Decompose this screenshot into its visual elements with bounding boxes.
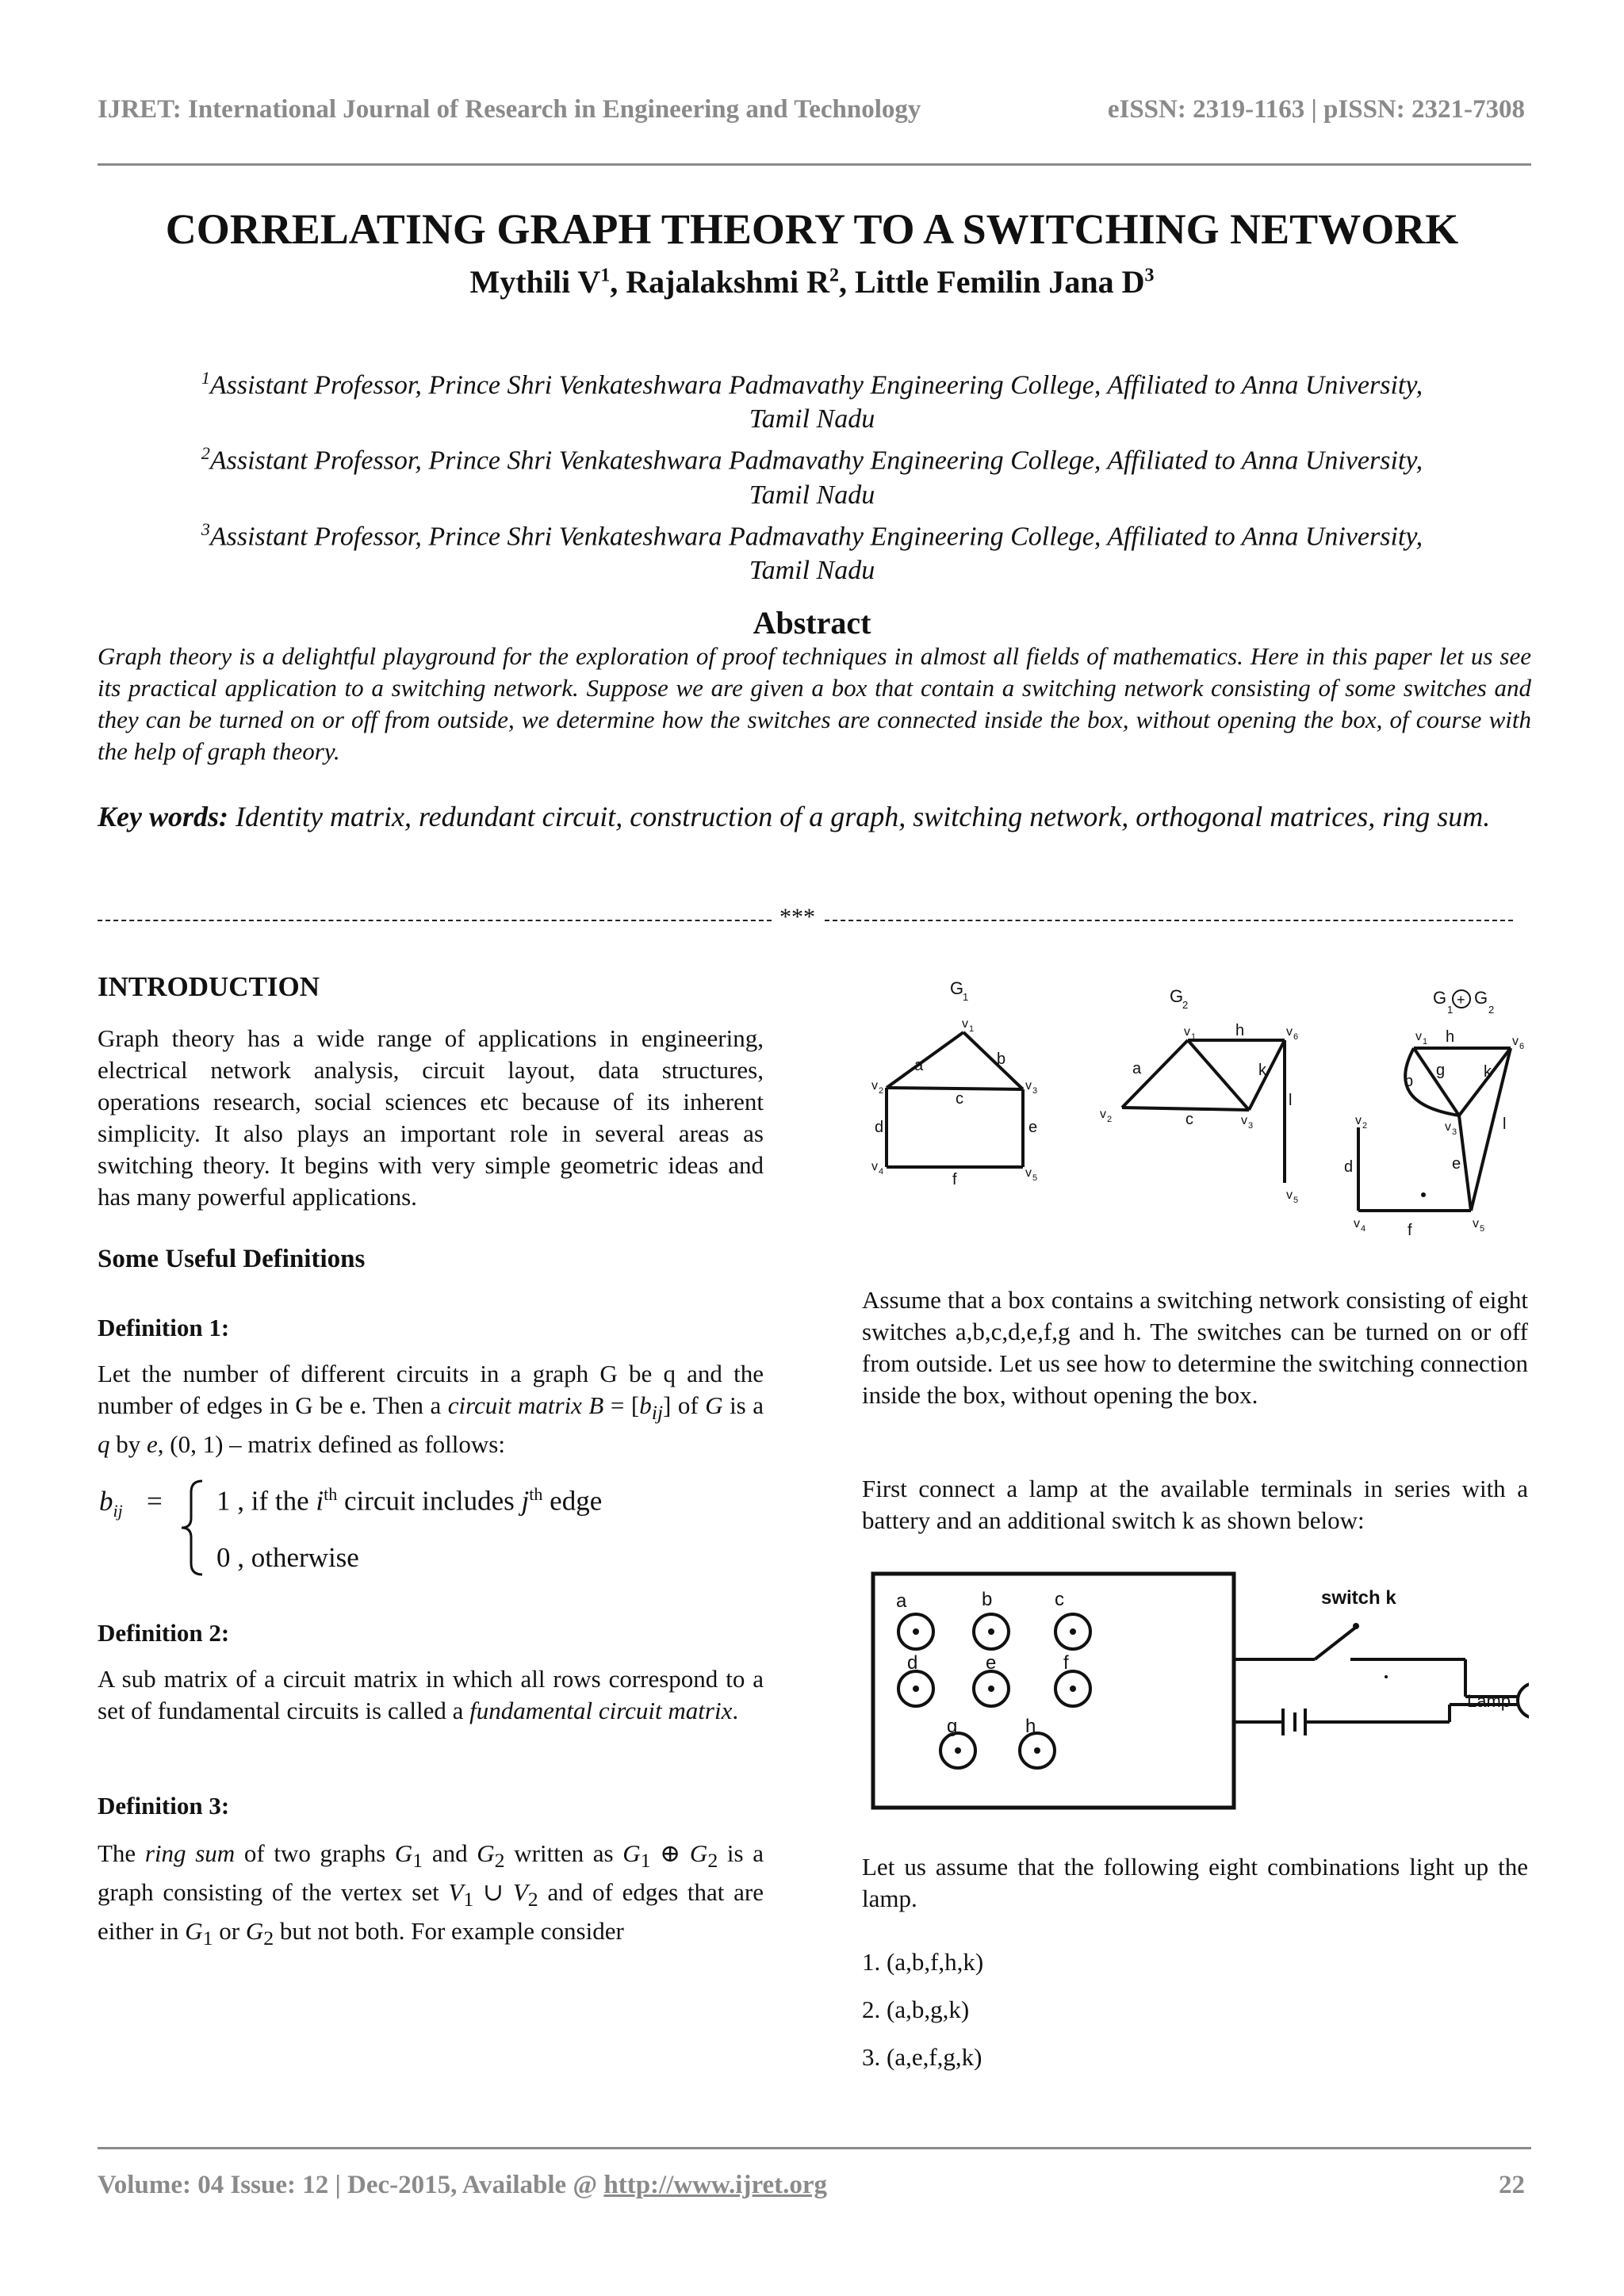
terminal-labels (896, 1589, 1069, 1737)
keywords (98, 791, 1531, 843)
g1-v1-sub: 1 (969, 1024, 975, 1034)
def3-sub: 2 (263, 1927, 274, 1950)
affiliation-sup: 3 (201, 519, 210, 539)
g2-v1: v (1184, 1025, 1190, 1039)
footer-volume: Volume: 04 Issue: 12 | Dec-2015, Available @ (98, 2171, 604, 2199)
affiliation-sup: 2 (201, 443, 210, 464)
terminal-label-g: g (947, 1716, 958, 1737)
g1-sub: 1 (963, 991, 969, 1003)
g3-label-b: b (1404, 1073, 1414, 1090)
affiliation-sup: 1 (201, 368, 210, 388)
def3-part: written as (504, 1839, 623, 1867)
terminal-dot (913, 1628, 919, 1635)
def1-var: e (147, 1430, 158, 1459)
g2-label-c: c (1185, 1111, 1193, 1128)
g3-edge-e (1459, 1115, 1471, 1211)
author-sep: , (839, 264, 855, 300)
affiliations (111, 361, 1513, 587)
switch-box (873, 1574, 1234, 1808)
terminal-dot (913, 1686, 919, 1692)
affiliation-line: Assistant Professor, Prince Shri Venkateshwara Padmavathy Engineering College, Affiliated to Anna University, (209, 370, 1423, 400)
combo-3: 3. (a,e,f,g,k) (862, 2043, 982, 2071)
terminals (898, 1614, 1090, 1768)
def1-var: q (98, 1430, 110, 1459)
g3-label-d: d (1344, 1158, 1354, 1176)
case1-text: circuit includes (337, 1485, 522, 1517)
g1-v3: v (1025, 1079, 1032, 1093)
def3-var: G (477, 1839, 495, 1867)
g2-label-l: l (1289, 1092, 1293, 1109)
author-sup: 3 (1144, 265, 1155, 286)
formula-brace (177, 1475, 209, 1582)
author-sup: 1 (600, 265, 611, 286)
def3-var: G (622, 1839, 641, 1867)
def2-term: fundamental circuit matrix (469, 1697, 733, 1724)
def3-var: V (512, 1878, 528, 1907)
separator-stars: *** (779, 904, 815, 930)
author-sep: , (610, 264, 626, 300)
g3-v1-sub: 1 (1423, 1037, 1428, 1047)
def3-var: G (245, 1917, 264, 1946)
case1-j: j (521, 1485, 530, 1517)
g1-edge-c (887, 1088, 1023, 1089)
case1-text: edge (542, 1485, 603, 1517)
g3-label-f: f (1408, 1222, 1412, 1239)
def1-part: ] of (663, 1391, 706, 1419)
def3-part: of two graphs (235, 1839, 395, 1867)
def3-part: is a graph consisting of the vertex set (98, 1839, 764, 1907)
g1-title: G (950, 978, 964, 998)
keywords-label: Key words: (98, 801, 228, 832)
def3-part: and (423, 1839, 477, 1867)
g1-v2: v (871, 1079, 878, 1093)
formula-case1 (216, 1484, 602, 1517)
g3-label-k: k (1484, 1063, 1492, 1081)
g1-v5-sub: 5 (1032, 1173, 1038, 1183)
formula-eq: = (147, 1486, 163, 1517)
terminal-dot (1034, 1747, 1040, 1754)
def3-cup: ∪ (483, 1878, 504, 1907)
ring-sum-graphs-figure (868, 969, 1530, 1251)
def2-heading: Definition 2: (98, 1619, 230, 1647)
g2-v1-sub: 1 (1191, 1032, 1197, 1042)
running-header (98, 95, 1525, 124)
def1-part: by (109, 1430, 147, 1459)
g3-v4: v (1354, 1217, 1360, 1230)
def3-sub: 2 (494, 1849, 505, 1873)
terminal-label-h: h (1025, 1716, 1036, 1737)
g3-label-e: e (1452, 1155, 1461, 1173)
def1-term: circuit matrix B (447, 1391, 604, 1419)
switch-k-blade (1315, 1625, 1358, 1659)
def1-part: , (0, 1) – matrix defined as follows: (157, 1430, 505, 1459)
brace-path (182, 1481, 202, 1575)
def3-sub: 1 (640, 1849, 651, 1873)
g1-v4: v (871, 1160, 878, 1173)
col2-para2: First connect a lamp at the available terminals in series with a battery and an additional switch k as shown below: (862, 1475, 1528, 1534)
g1-v5: v (1025, 1166, 1032, 1180)
col2-para3: Let us assume that the following eight combinations light up the lamp. (862, 1853, 1528, 1912)
g3-v2-sub: 2 (1362, 1121, 1368, 1131)
def1-var: G (705, 1391, 723, 1419)
g3-title-b: G (1474, 988, 1488, 1008)
terminal-label-f: f (1063, 1652, 1069, 1674)
g1-label-d: d (875, 1119, 884, 1136)
combo-1: 1. (a,b,f,h,k) (862, 1948, 984, 1976)
switching-box-circuit-figure (871, 1566, 1529, 1812)
formula-case2: 0 , otherwise (216, 1542, 359, 1573)
author-sup: 2 (829, 265, 839, 286)
case1-sup: th (529, 1484, 543, 1504)
g1-v4-sub: 4 (879, 1167, 884, 1177)
g2-v3-sub: 3 (1248, 1121, 1254, 1131)
g3-v6-sub: 6 (1519, 1042, 1525, 1051)
circuit-wires (1234, 1625, 1529, 1735)
g1-edge-a (887, 1032, 963, 1088)
header-rule (98, 163, 1531, 166)
author: Rajalakshmi R (626, 264, 829, 300)
def1-part: Let the number of different circuits in a graph G be q and the number of edges in G be e. Then a (98, 1360, 764, 1419)
terminal-dot (988, 1686, 994, 1692)
formula-sub: ij (113, 1501, 123, 1521)
g2-title: G (1170, 986, 1184, 1006)
def3-oplus: ⊕ (660, 1839, 681, 1867)
def1-part: = [ (603, 1391, 640, 1419)
def3-part: or (213, 1917, 246, 1946)
def3-sub: 1 (202, 1927, 213, 1950)
paper-title: CORRELATING GRAPH THEORY TO A SWITCHING NETWORK (165, 205, 1459, 253)
g2-v5: v (1286, 1188, 1293, 1202)
terminal-dot (1070, 1686, 1076, 1692)
case1-sup: th (324, 1484, 338, 1504)
g2-label-h: h (1235, 1022, 1245, 1039)
def3-var: G (689, 1839, 708, 1867)
def3-var: G (185, 1917, 203, 1946)
g3-title-a: G (1433, 988, 1447, 1008)
terminal-label-a: a (896, 1590, 907, 1612)
terminal-label-e: e (986, 1652, 997, 1674)
issn: eISSN: 2319-1163 | pISSN: 2321-7308 (1107, 95, 1525, 124)
g2-v6: v (1286, 1025, 1293, 1039)
g3-v5: v (1473, 1217, 1479, 1230)
combo-2: 2. (a,b,g,k) (862, 1996, 970, 2023)
page-number: 22 (1499, 2171, 1525, 2199)
affiliation-line: Tamil Nadu (749, 555, 875, 585)
intro-heading: INTRODUCTION (98, 971, 320, 1002)
def2-part: A sub matrix of a circuit matrix in which all rows correspond to a set of fundamental circuits is called a (98, 1665, 764, 1724)
g3-v5-sub: 5 (1480, 1224, 1485, 1234)
abstract-heading: Abstract (753, 605, 871, 641)
def3-sub: 1 (463, 1888, 474, 1911)
lamp-bulb (1518, 1683, 1529, 1718)
g1-v2-sub: 2 (879, 1086, 884, 1096)
affiliation-line: Assistant Professor, Prince Shri Venkateshwara Padmavathy Engineering College, Affiliated to Anna University, (209, 446, 1423, 476)
switch-k-pivot (1353, 1623, 1359, 1629)
def1-heading: Definition 1: (98, 1314, 230, 1341)
col2-para1: Assume that a box contains a switching network consisting of eight switches a,b,c,d,e,f,g and h. The switches can be turned on or off from outside. Let us see how to determine the switching connection inside the box, without opening the box. (862, 1286, 1528, 1409)
separator-dash-right (825, 920, 1513, 921)
formula-lhs (99, 1486, 123, 1521)
affiliation-line: Tamil Nadu (749, 480, 875, 510)
circuit-dot (1385, 1675, 1388, 1678)
lamp-label: Lamp (1467, 1691, 1511, 1711)
circuit-matrix-formula (98, 1475, 732, 1586)
g3-v6: v (1512, 1035, 1519, 1048)
g3-v3: v (1445, 1120, 1451, 1134)
def3-term: ring sum (144, 1839, 236, 1867)
g1-v3-sub: 3 (1032, 1086, 1038, 1096)
keywords-text: Identity matrix, redundant circuit, construction of a graph, switching network, orthogonal matrices, ring sum. (228, 801, 1491, 832)
g1-v1: v (962, 1017, 968, 1031)
g1-label-e: e (1028, 1119, 1038, 1136)
affiliation (111, 361, 1513, 436)
g3-oplus: + (1457, 992, 1465, 1008)
g3-v4-sub: 4 (1361, 1224, 1366, 1234)
g3-label-h: h (1446, 1028, 1455, 1046)
def1-sub: ij (651, 1401, 664, 1425)
abstract-text: Graph theory is a delightful playground for the exploration of proof techniques in almost all fields of mathematics. Here in this paper let us see its practical application to a switching network. Suppose we are given a box that contain a switching network consisting of some switches and they can be turned on or off from outside, we determine how the switches are connected inside the box, without opening the box, of course with the help of graph theory. (98, 642, 1531, 765)
g1-label-f: f (952, 1171, 957, 1188)
g2-v5-sub: 5 (1293, 1196, 1299, 1205)
terminal-dot (988, 1628, 994, 1635)
g2-v3: v (1241, 1114, 1247, 1127)
def2-part: . (732, 1697, 739, 1724)
footer-link[interactable]: http://www.ijret.org (603, 2171, 828, 2199)
author: Mythili V (469, 264, 601, 300)
terminal-dot (1070, 1628, 1076, 1635)
g1-label-c: c (956, 1090, 963, 1108)
g2-v2-sub: 2 (1107, 1115, 1113, 1124)
terminal-dot (955, 1747, 961, 1754)
case1-text: 1 , if the (216, 1485, 316, 1517)
g1-edge-b (963, 1032, 1023, 1089)
def3-sub: 2 (527, 1888, 538, 1911)
def3-var: G (394, 1839, 413, 1867)
intro-text: Graph theory has a wide range of applications in engineering, electrical network analysis, circuit layout, data structures, operations research, social sciences etc because of its inherent simplicity. It also plays an important role in several areas as switching theory. It begins with very simple geometric ideas and has many powerful applications. (98, 1024, 764, 1211)
footer-rule (98, 2147, 1531, 2149)
running-footer (98, 2171, 1525, 2200)
def3-var: V (448, 1878, 464, 1907)
g1-label-a: a (914, 1057, 924, 1074)
g2-sub: 2 (1182, 999, 1189, 1011)
g1-label-b: b (997, 1050, 1006, 1068)
affiliation (111, 512, 1513, 587)
g2-v2: v (1100, 1108, 1106, 1121)
def3-heading: Definition 3: (98, 1792, 230, 1820)
def3-text (98, 1838, 764, 1955)
g3-stray-dot (1421, 1192, 1426, 1197)
def3-sub: 1 (412, 1849, 423, 1873)
def2-text (98, 1663, 764, 1727)
author: Little Femilin Jana D (855, 264, 1145, 300)
graph-labels (871, 978, 1524, 1239)
affiliation (111, 436, 1513, 511)
g2-edge-k (1249, 1040, 1285, 1110)
def3-part: but not both. For example consider (274, 1917, 624, 1946)
g2-label-k: k (1258, 1062, 1266, 1079)
case1-i: i (316, 1485, 324, 1517)
g3-v1: v (1415, 1030, 1422, 1043)
g3-edge-g (1414, 1048, 1459, 1115)
definitions-heading: Some Useful Definitions (98, 1245, 366, 1273)
def1-text (98, 1358, 764, 1460)
affiliation-line: Tamil Nadu (749, 404, 875, 434)
switch-k-label: switch k (1321, 1587, 1396, 1609)
separator-dash-left (98, 920, 772, 921)
g2-v6-sub: 6 (1293, 1032, 1299, 1042)
def3-sub: 2 (707, 1849, 718, 1873)
def1-var: b (639, 1391, 652, 1419)
g2-edge-c (1122, 1108, 1249, 1110)
terminal-label-c: c (1055, 1589, 1064, 1610)
terminal-label-d: d (907, 1652, 918, 1674)
g3-v2: v (1355, 1114, 1362, 1127)
g2-edge-g (1188, 1040, 1249, 1110)
author-list (0, 263, 1624, 300)
def3-part: The (98, 1839, 145, 1867)
g3-sub2: 2 (1488, 1004, 1495, 1016)
def1-part: is a (722, 1391, 764, 1419)
formula-b: b (99, 1486, 113, 1517)
affiliation-line: Assistant Professor, Prince Shri Venkateshwara Padmavathy Engineering College, Affiliated to Anna University, (209, 521, 1423, 551)
def3-part: and of edges that are either in (98, 1878, 764, 1946)
g3-sub1: 1 (1447, 1004, 1454, 1016)
journal-name: IJRET: International Journal of Research in Engineering and Technology (98, 95, 921, 124)
g2-label-a: a (1132, 1060, 1142, 1077)
g3-label-l: l (1503, 1115, 1507, 1133)
terminal-label-b: b (982, 1589, 993, 1610)
g3-v3-sub: 3 (1452, 1127, 1457, 1137)
g3-label-g: g (1436, 1062, 1446, 1079)
